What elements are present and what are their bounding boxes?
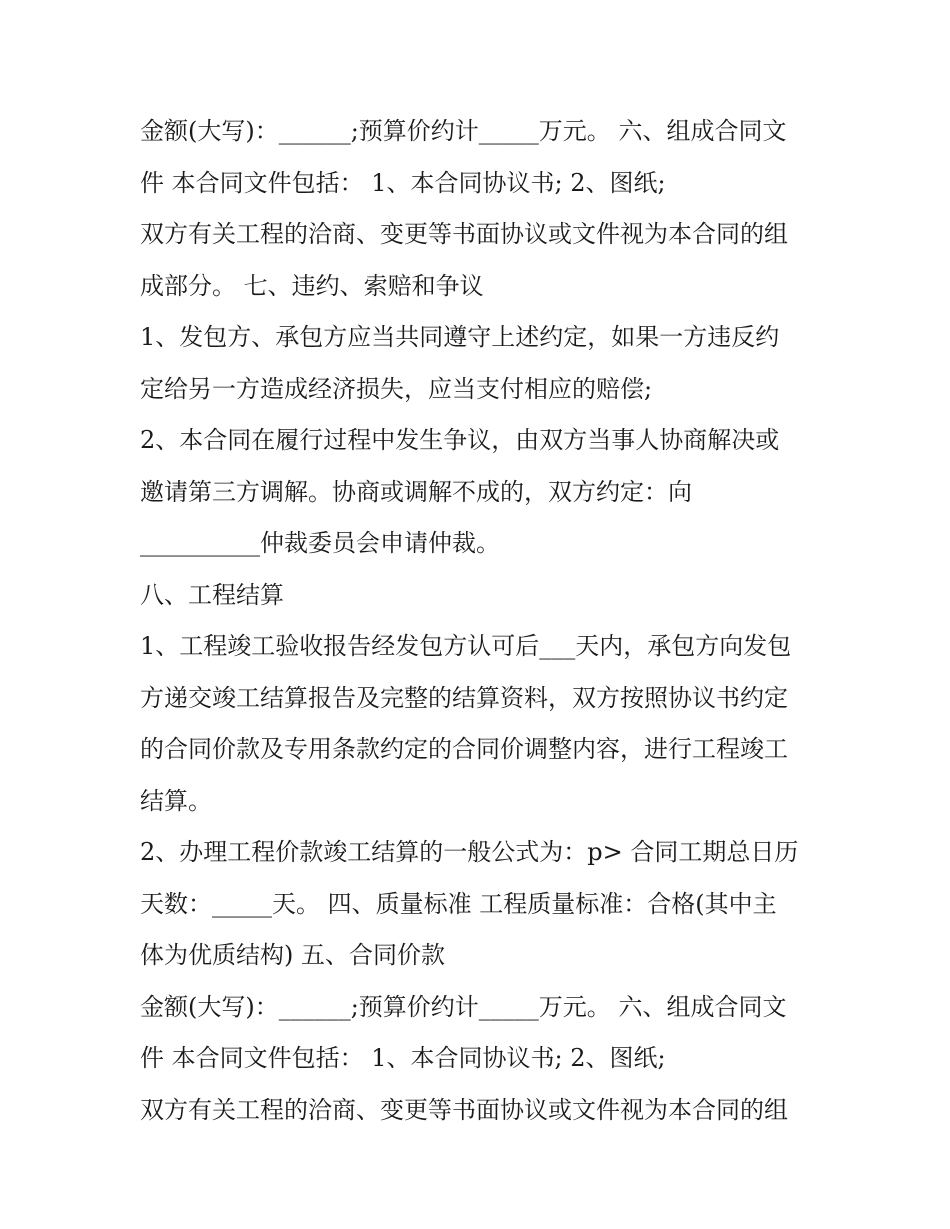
section-heading: 八、工程结算	[140, 580, 284, 609]
text-line: __________仲裁委员会申请仲裁。	[140, 529, 500, 557]
text-line: 成部分。 七、违约、索赔和争议	[140, 271, 484, 300]
text-line: 1、工程竣工验收报告经发包方认可后___天内，承包方向发包	[140, 632, 792, 660]
text-line: 天数：_____天。 四、质量标准 工程质量标准：合格(其中主	[140, 889, 777, 918]
text-line: 体为优质结构) 五、合同价款	[140, 941, 445, 969]
text-line: 件 本合同文件包括： 1、本合同协议书; 2、图纸;	[140, 1044, 666, 1072]
text-line: 方递交竣工结算报告及完整的结算资料，双方按照协议书约定	[140, 683, 788, 712]
text-line: 的合同价款及专用条款约定的合同价调整内容，进行工程竣工	[140, 735, 788, 763]
text-line: 金额(大写)：______;预算价约计_____万元。 六、组成合同文	[140, 992, 787, 1021]
text-line: 2、办理工程价款竣工结算的一般公式为：p> 合同工期总日历	[140, 838, 799, 866]
text-line: 1、发包方、承包方应当共同遵守上述约定，如果一方违反约	[140, 323, 780, 351]
text-line: 件 本合同文件包括： 1、本合同协议书; 2、图纸;	[140, 168, 666, 197]
text-line: 邀请第三方调解。协商或调解不成的，双方约定：向	[140, 477, 692, 506]
text-line: 2、本合同在履行过程中发生争议，由双方当事人协商解决或	[140, 426, 780, 454]
text-line: 双方有关工程的洽商、变更等书面协议或文件视为本合同的组	[140, 220, 788, 248]
contract-text-body	[140, 106, 830, 1136]
text-line: 定给另一方造成经济损失，应当支付相应的赔偿;	[140, 374, 653, 403]
text-line: 结算。	[140, 786, 212, 815]
text-line: 双方有关工程的洽商、变更等书面协议或文件视为本合同的组	[140, 1095, 788, 1124]
text-line: 金额(大写)：______;预算价约计_____万元。 六、组成合同文	[140, 117, 787, 145]
